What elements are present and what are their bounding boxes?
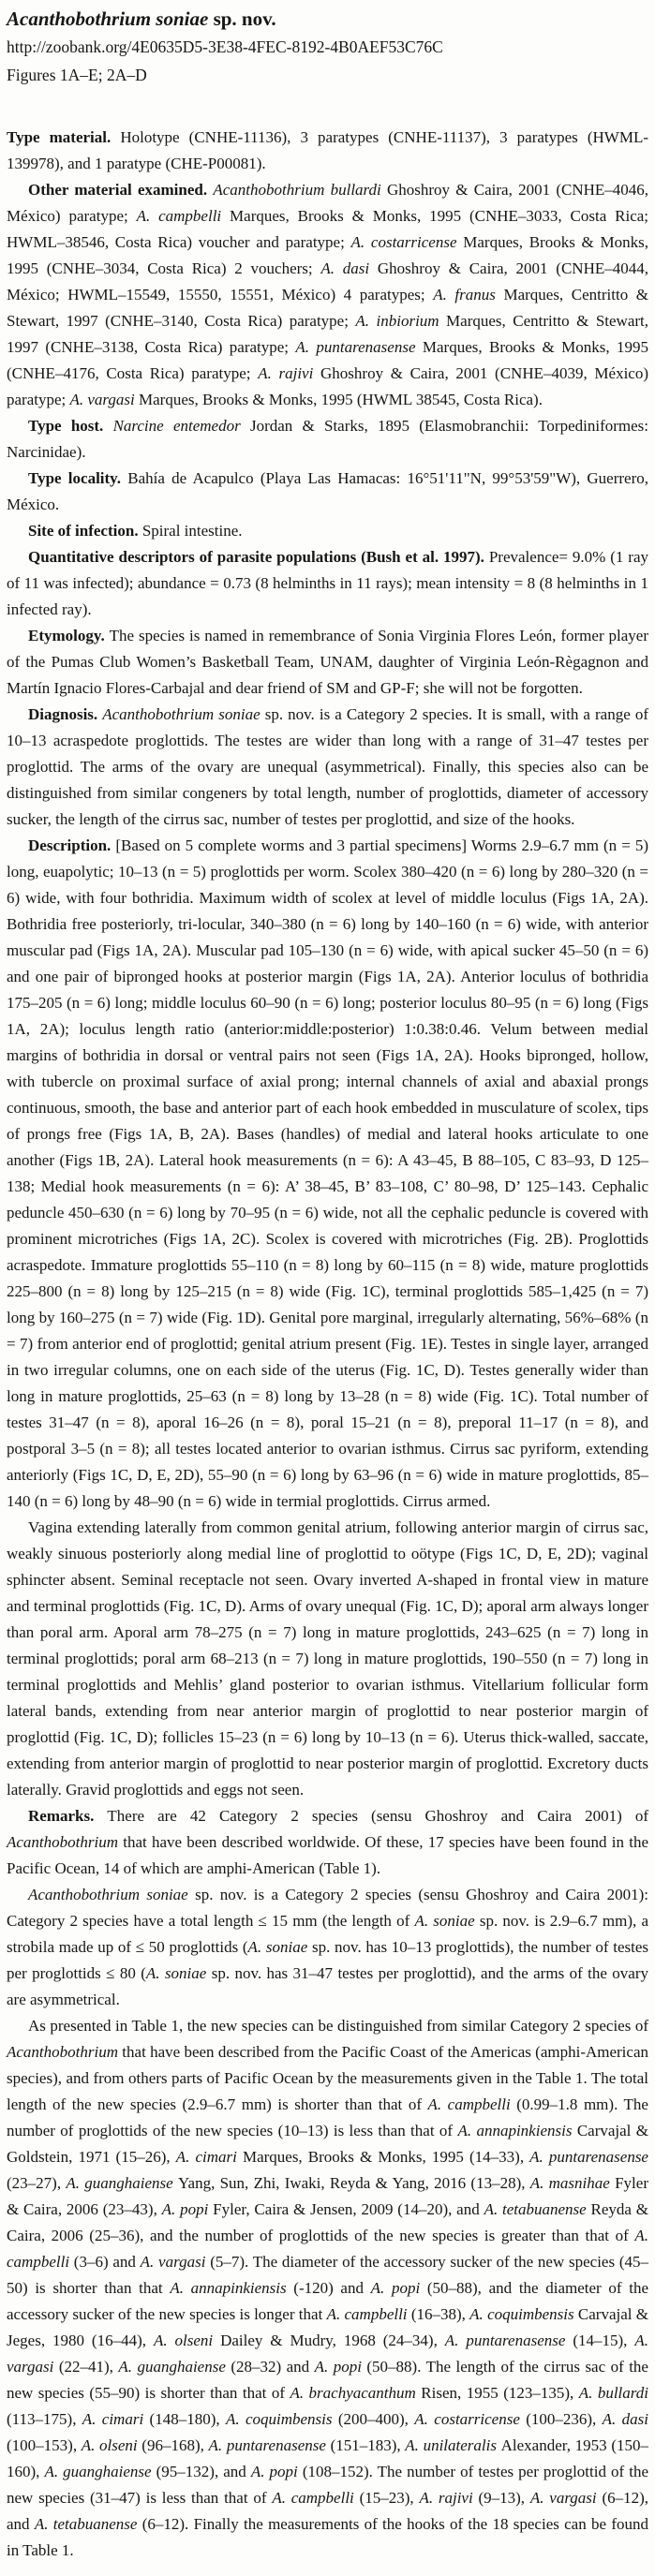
paragraph-label: Diagnosis.	[28, 705, 103, 723]
body-run: (6–12). Finally the measurements of the hooks of the 18 species can be found in Table 1.	[7, 2515, 648, 2559]
body-run: Fyler, Caira & Jensen, 2009 (14–20), and	[213, 2200, 484, 2218]
body-run: [Based on 5 complete worms and 3 partial specimens] Worms 2.9–6.7 mm (n = 5) long, euapolytic; 10–13 (n = 5) proglottids per worm. Scolex 380–420 (n = 6) long by 280–320 (n = 6) wide, with four bothridia. Maximum width of scolex at level of middle loculus (Figs 1A, 2A). Bothridia free posteriorly, tri-locular, 340–380 (n = 6) long by 140–160 (n = 6) wide, with anterior muscular pad (Figs 1A, 2A). Muscular pad 105–130 (n = 6) wide, with apical sucker 45–50 (n = 6) and one pair of bipronged hooks at posterior margin (Figs 1A, 2A). Anterior loculus of bothridia 175–205 (n = 6) long; middle loculus 60–90 (n = 6) long; posterior loculus 80–95 (n = 6) long (Figs 1A, 2A); loculus length ratio (anterior:middle:posterior) 1:0.38:0.46. Velum between medial margins of bothridia in dorsal or ventral pairs not seen (Figs 1A, 2A). Hooks bipronged, hollow, with tubercle on proximal surface of axial prong; internal channels of axial and abaxial prongs continuous, smooth, the base and anterior part of each hook embedded in musculature of scolex, tips of prongs free (Figs 1A, B, 2A). Bases (handles) of medial and lateral hooks articulate to one another (Figs 1B, 2A). Lateral hook measurements (n = 6): A 43–45, B 88–105, C 83–93, D 125–138; Medial hook measurements (n = 6): A’ 38–45, B’ 83–108, C’ 80–98, D’ 125–143. Cephalic peduncle 450–630 (n = 6) long by 70–95 (n = 6) wide, not all the cephalic peduncle is covered with prominent microtriches (Figs 1A, 2C). Scolex is covered with microtriches (Fig. 2B). Proglottids acraspedote. Immature proglottids 55–110 (n = 8) long by 60–115 (n = 8) wide, mature proglottids 225–800 (n = 8) long by 125–215 (n = 8) wide (Fig. 1C), terminal proglottids 585–1,425 (n = 7) long by 160–275 (n = 7) wide (Fig. 1D). Genital pore marginal, irregularly alternating, 56%–68% (n = 7) from anterior end of proglottid; genital atrium present (Fig. 1E). Testes in single layer, arranged in two irregular columns, one on each side of the uterus (Fig. 1C, D). Testes generally wider than long in mature proglottids, 25–63 (n = 8) long by 13–28 (n = 8) wide (Fig. 1C). Total number of testes 31–47 (n = 8), aporal 16–26 (n = 8), poral 15–21 (n = 8), preporal 11–17 (n = 8), and postporal 3–5 (n = 8); all testes located anterior to ovarian isthmus. Cirrus sac pyriform, extending anteriorly (Figs 1C, D, E, 2D), 55–90 (n = 6) long by 63–96 (n = 6) wide in mature proglottids, 85–140 (n = 6) long by 48–90 (n = 6) wide in termial proglottids. Cirrus armed.	[7, 836, 649, 1510]
body-run: that have been described from the Pacific Coast of the Americas (amphi-American species), and from others parts of Pacific Ocean by the measurements given in the Table 1. The total length of the new species (2.9–6.7 mm) is shorter than that of	[7, 2043, 648, 2113]
taxon-name: A. olseni	[81, 2436, 142, 2454]
species-title-scientific-name: Acanthobothrium soniae	[7, 7, 209, 30]
body-run: Dailey & Mudry, 1968 (24–34),	[220, 2332, 445, 2349]
paragraph	[7, 2013, 648, 2564]
taxon-name: A. cimari	[175, 2148, 243, 2166]
paragraph	[7, 623, 648, 702]
body-run: Alexander, 1953 (150–160),	[7, 2436, 648, 2480]
body-run: that have been described worldwide. Of these, 17 species have been found in the Pacific Ocean, 14 of which are amphi-American (Table 1).	[7, 1833, 649, 1877]
body-run: Marques, Brooks & Monks, 1995 (CNHE–3033, Costa Rica; HWML–38546, Costa Rica) voucher and paratype;	[7, 207, 649, 251]
taxon-name: A. costarricense	[414, 2410, 527, 2428]
body-run: (22–41),	[58, 2358, 119, 2376]
taxon-name: A. vargasi	[69, 391, 140, 408]
paragraph	[7, 413, 648, 466]
body-run: There are 42 Category 2 species (sensu Ghoshroy and Caira 2001) of	[107, 1807, 648, 1825]
paragraph	[7, 833, 648, 1515]
body-run: (50–88), and the diameter of the accessory sucker of the new species is longer that	[7, 2279, 648, 2323]
taxon-name: A. puntarenasense	[444, 2332, 573, 2349]
taxon-name: A. franus	[433, 286, 504, 303]
taxon-name: A. puntarenasense	[295, 338, 423, 356]
body-run: Marques, Brooks & Monks, 1995 (CNHE–3034, Costa Rica) 2 vouchers;	[7, 233, 648, 277]
taxon-name: Acanthobothrium	[7, 1833, 124, 1851]
taxon-name: A. tetabuanense	[484, 2200, 591, 2218]
body-run: Marques, Centritto & Stewart, 1997 (CNHE–3140, Costa Rica) paratype;	[7, 286, 648, 330]
body-run: sp. nov. has 10–13 proglottids), the number of testes per proglottids ≤ 80 (	[7, 1938, 648, 1982]
body-run: sp. nov. is 2.9–6.7 mm), a strobila made up of ≤ 50 proglottids (	[7, 1912, 648, 1956]
taxon-name: A. campbelli	[136, 207, 231, 225]
taxon-name: A. popi	[314, 2358, 367, 2376]
body-run: sp. nov. is a Category 2 species (sensu Ghoshroy and Caira 2001): Category 2 species have a total length ≤ 15 mm (the length of	[7, 1886, 648, 1930]
figures-reference-line: Figures 1A–E; 2A–D	[7, 66, 147, 84]
taxon-name: A. soniae	[414, 1912, 480, 1930]
paragraph	[7, 1515, 648, 1803]
body-run: Marques, Brooks & Monks, 1995 (HWML 38545, Costa Rica).	[139, 391, 543, 408]
taxon-name: A. guanghaiense	[118, 2358, 231, 2376]
body-run: Marques, Brooks & Monks, 1995 (14–33),	[242, 2148, 530, 2166]
body-run: (15–23),	[359, 2489, 420, 2507]
paragraph-label: Type material.	[7, 128, 121, 146]
body-run: Ghoshroy & Caira, 2001 (CNHE–4039, México) paratype;	[7, 364, 649, 408]
body-run: (95–132), and	[156, 2463, 251, 2480]
taxon-name: Acanthobothrium soniae	[102, 705, 265, 723]
body-run: Jordan & Starks, 1895 (Elasmobranchii: Torpediniformes: Narcinidae).	[7, 417, 649, 461]
body-run: (96–168),	[141, 2436, 209, 2454]
article-body	[7, 125, 648, 2564]
species-title-suffix: sp. nov.	[208, 7, 276, 30]
body-run: (6–12), and	[7, 2489, 649, 2533]
taxon-name: A. bullardi	[578, 2384, 648, 2402]
taxon-name: A. campbelli	[272, 2489, 360, 2507]
paragraph	[7, 1882, 648, 2013]
body-run: (100–236),	[526, 2410, 603, 2428]
body-run: (3–6) and	[73, 2253, 141, 2271]
paragraph-label: Remarks.	[28, 1807, 108, 1825]
taxon-name: A. campbelli	[427, 2095, 517, 2113]
paragraph	[7, 544, 648, 623]
body-run: (5–7). The diameter of the accessory sucker of the new species (45–50) is shorter than that	[7, 2253, 648, 2297]
body-run: (9–13),	[478, 2489, 530, 2507]
taxon-name: Acanthobothrium bullardi	[213, 181, 387, 199]
body-run: (16–38),	[410, 2305, 470, 2323]
taxon-name: Acanthobothrium	[7, 2043, 123, 2061]
taxon-name: A. guanghaiense	[44, 2463, 156, 2480]
species-heading	[7, 5, 648, 89]
taxon-name: A. cimari	[82, 2410, 150, 2428]
taxon-name: A. soniae	[247, 1938, 312, 1956]
body-run: Ghoshroy & Caira, 2001 (CNHE–4046, México) paratype;	[7, 181, 649, 225]
taxon-name: A. brachyacanthum	[290, 2384, 422, 2402]
body-run: Bahía de Acapulco (Playa Las Hamacas: 16°51'11"N, 99°53'59"W), Guerrero, México.	[7, 469, 649, 513]
taxon-name: A. popi	[161, 2200, 214, 2218]
taxon-name: A. masnihae	[529, 2174, 616, 2192]
taxon-name: Acanthobothrium soniae	[28, 1886, 196, 1903]
taxon-name: Narcine entemedor	[112, 417, 250, 435]
paragraph-label: Site of infection.	[28, 522, 142, 540]
taxon-name: A. vargasi	[7, 2332, 648, 2376]
body-run: Reyda & Caira, 2006 (25–36), and the number of proglottids of the new species is greater than that of	[7, 2200, 649, 2244]
body-run: sp. nov. is a Category 2 species. It is small, with a range of 10–13 acraspedote proglottids. The testes are wider than long with a range of 31–47 testes per proglottid. The arms of the ovary are unequal (asymmetrical). Finally, this species also can be distinguished from similar congeners by total length, number of proglottids, diameter of accessory sucker, the length of the cirrus sac, number of testes per proglottid, and size of the hooks.	[7, 705, 648, 828]
paragraph-label: Quantitative descriptors of parasite populations (Bush et al. 1997).	[28, 548, 489, 566]
body-run: As presented in Table 1, the new species can be distinguished from similar Category 2 species of	[28, 2017, 648, 2035]
taxon-name: A. inbiorium	[355, 312, 447, 330]
paragraph-label: Type host.	[28, 417, 113, 435]
paragraph-label: Other material examined.	[28, 181, 214, 199]
body-run: (100–153),	[7, 2436, 82, 2454]
body-run: (148–180),	[149, 2410, 226, 2428]
taxon-name: A. coquimbensis	[225, 2410, 338, 2428]
paragraph-label: Etymology.	[28, 627, 110, 644]
taxon-name: A. coquimbensis	[469, 2305, 578, 2323]
body-run: Spiral intestine.	[141, 522, 243, 540]
taxon-name: A. popi	[250, 2463, 303, 2480]
taxon-name: A. unilateralis	[405, 2436, 501, 2454]
body-run: Carvajal & Goldstein, 1971 (15–26),	[7, 2122, 648, 2166]
taxon-name: A. costarricense	[350, 233, 464, 251]
paragraph	[7, 518, 648, 544]
taxon-name: A. dasi	[602, 2410, 648, 2428]
body-run: Risen, 1955 (123–135),	[421, 2384, 579, 2402]
body-run: (0.99–1.8 mm). The number of proglottids of the new species (10–13) is less than that of	[7, 2095, 648, 2139]
body-run: (-120) and	[293, 2279, 371, 2297]
body-run: Marques, Centritto & Stewart, 1997 (CNHE–3138, Costa Rica) paratype;	[7, 312, 649, 356]
body-run: (14–15),	[573, 2332, 635, 2349]
body-run: (28–32) and	[231, 2358, 315, 2376]
taxon-name: A. campbelli	[7, 2227, 648, 2271]
body-run: Prevalence= 9.0% (1 ray of 11 was infected); abundance = 0.73 (8 helminths in 11 rays); mean intensity = 8 (8 helminths in 1 infected ray).	[7, 548, 648, 618]
body-run: Marques, Brooks & Monks, 1995 (CNHE–4176, Costa Rica) paratype;	[7, 338, 648, 382]
paragraph	[7, 177, 648, 413]
taxon-name: A. guanghaiense	[66, 2174, 178, 2192]
body-run: (113–175),	[7, 2410, 82, 2428]
species-title	[7, 5, 648, 33]
taxon-name: A. vargasi	[529, 2489, 603, 2507]
body-run: Holotype (CNHE-11136), 3 paratypes (CNHE-11137), 3 paratypes (HWML-139978), and 1 paratype (CHE-P00081).	[7, 128, 648, 172]
taxon-name: A. rajivi	[419, 2489, 479, 2507]
taxon-name: A. puntarenasense	[529, 2148, 648, 2166]
body-run: Carvajal & Jeges, 1980 (16–44),	[7, 2305, 649, 2349]
taxon-name: A. dasi	[320, 259, 378, 277]
taxon-name: A. vargasi	[140, 2253, 211, 2271]
paragraph-label: Type locality.	[28, 469, 128, 487]
taxon-name: A. puntarenasense	[208, 2436, 331, 2454]
paragraph	[7, 702, 648, 833]
body-run: (50–88). The length of the cirrus sac of the new species (55–90) is shorter than that of	[7, 2358, 648, 2402]
paragraph-label: Description.	[28, 836, 116, 854]
taxon-name: A. annapinkiensis	[170, 2279, 294, 2297]
taxon-name: A. popi	[370, 2279, 427, 2297]
body-run: The species is named in remembrance of Sonia Virginia Flores León, former player of the Pumas Club Women’s Basketball Team, UNAM, daughter of Virginia León-Règagnon and Martín Ignacio Flores-Carbajal and dear friend of SM and GP-F; she will not be forgotten.	[7, 627, 649, 697]
taxon-name: A. tetabuanense	[34, 2515, 142, 2533]
body-run: sp. nov. has 31–47 testes per proglottid), and the arms of the ovary are asymmetrical.	[7, 1964, 648, 2008]
body-run: (108–152). The number of testes per proglottid of the new species (31–47) is less than that of	[7, 2463, 648, 2507]
taxon-name: A. olseni	[153, 2332, 221, 2349]
body-run: Ghoshroy & Caira, 2001 (CNHE–4044, México; HWML–15549, 15550, 15551, México) 4 paratypes;	[7, 259, 648, 303]
body-run: (200–400),	[337, 2410, 415, 2428]
taxon-name: A. rajivi	[258, 364, 321, 382]
body-run: Fyler & Caira, 2006 (23–43),	[7, 2174, 648, 2218]
paragraph	[7, 466, 648, 518]
taxon-name: A. soniae	[145, 1964, 212, 1982]
taxon-name: A. campbelli	[326, 2305, 411, 2323]
body-run: (23–27),	[7, 2174, 67, 2192]
zoobank-url: http://zoobank.org/4E0635D5-3E38-4FEC-8192-4B0AEF53C76C	[7, 37, 443, 56]
paragraph	[7, 125, 648, 177]
body-run: Yang, Sun, Zhi, Iwaki, Reyda & Yang, 2016 (13–28),	[177, 2174, 530, 2192]
paragraph	[7, 1803, 648, 1882]
body-run: (151–183),	[330, 2436, 406, 2454]
body-run: Vagina extending laterally from common genital atrium, following anterior margin of cirrus sac, weakly sinuous posteriorly along medial line of proglottid to oötype (Figs 1C, D, E, 2D); vaginal sphincter absent. Seminal receptacle not seen. Ovary inverted A-shaped in frontal view in mature and terminal proglottids (Fig. 1C, D). Arms of ovary unequal (Fig. 1C, D); aporal arm always longer than poral arm. Aporal arm 78–275 (n = 7) long in mature proglottids, 243–625 (n = 7) long in terminal proglottids; poral arm 68–213 (n = 7) long in mature proglottids, 190–550 (n = 7) long in terminal proglottids and Mehlis’ gland posterior to ovarian isthmus. Vitellarium follicular form lateral bands, extending from near anterior margin of proglottid to near posterior margin of proglottid (Fig. 1C, D); follicles 15–23 (n = 6) long by 10–13 (n = 6). Uterus thick-walled, saccate, extending from anterior margin of proglottid to near posterior margin of proglottid. Excretory ducts laterally. Gravid proglottids and eggs not seen.	[7, 1518, 648, 1799]
taxon-name: A. annapinkiensis	[457, 2122, 577, 2139]
